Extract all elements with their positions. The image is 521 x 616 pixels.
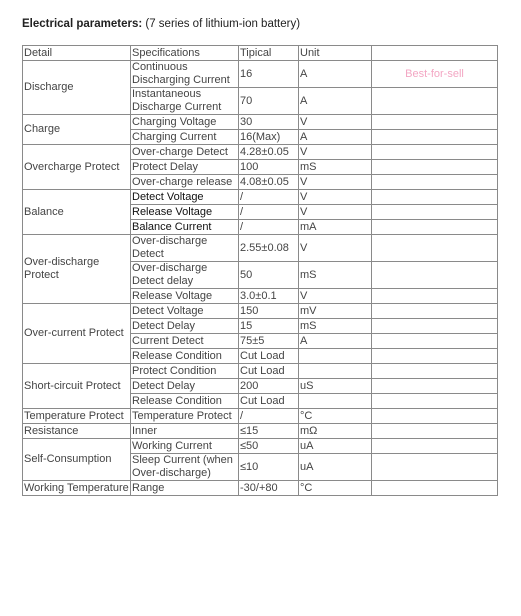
spec-cell: Balance Current xyxy=(131,220,239,235)
header-spec: Specifications xyxy=(131,46,239,61)
unit-cell: V xyxy=(299,145,372,160)
spec-cell: Instantaneous Discharge Current xyxy=(131,88,239,115)
unit-cell: mA xyxy=(299,220,372,235)
typ-cell: 4.28±0.05 xyxy=(239,145,299,160)
typ-cell: 30 xyxy=(239,115,299,130)
group-label: Charge xyxy=(23,115,131,145)
spec-cell: Release Voltage xyxy=(131,205,239,220)
extra-cell xyxy=(372,175,498,190)
unit-cell: °C xyxy=(299,409,372,424)
unit-cell: A xyxy=(299,334,372,349)
extra-cell xyxy=(372,409,498,424)
unit-cell: V xyxy=(299,190,372,205)
spec-cell: Current Detect xyxy=(131,334,239,349)
extra-cell xyxy=(372,439,498,454)
table-row xyxy=(23,304,498,319)
spec-cell: Charging Current xyxy=(131,130,239,145)
typ-cell: 150 xyxy=(239,304,299,319)
title-bold: Electrical parameters: xyxy=(22,18,143,30)
spec-cell: Over-discharge Detect xyxy=(131,235,239,262)
extra-cell xyxy=(372,235,498,262)
watermark-text: Best-for-sell xyxy=(372,61,498,88)
spec-cell: Protect Condition xyxy=(131,364,239,379)
typ-cell: / xyxy=(239,205,299,220)
extra-cell xyxy=(372,364,498,379)
extra-cell xyxy=(372,334,498,349)
spec-cell: Detect Delay xyxy=(131,319,239,334)
unit-cell: V xyxy=(299,289,372,304)
spec-cell: Temperature Protect xyxy=(131,409,239,424)
typ-cell: / xyxy=(239,190,299,205)
table-row xyxy=(23,409,498,424)
table-row xyxy=(23,439,498,454)
group-label: Discharge xyxy=(23,61,131,115)
group-label: Over-discharge Protect xyxy=(23,235,131,304)
typ-cell: 70 xyxy=(239,88,299,115)
extra-cell xyxy=(372,160,498,175)
typ-cell: 3.0±0.1 xyxy=(239,289,299,304)
header-extra xyxy=(372,46,498,61)
group-label: Working Temperature xyxy=(24,481,129,494)
spec-cell: Release Condition xyxy=(131,394,239,409)
table-row xyxy=(23,61,498,88)
table-row xyxy=(23,481,498,496)
extra-cell xyxy=(372,145,498,160)
typ-cell: ≤50 xyxy=(239,439,299,454)
table-row xyxy=(23,145,498,160)
group-label: Resistance xyxy=(23,424,131,439)
unit-cell xyxy=(299,349,372,364)
typ-cell: 50 xyxy=(239,262,299,289)
spec-cell: Continuous Discharging Current xyxy=(131,61,239,88)
table-row xyxy=(23,235,498,262)
unit-cell: mΩ xyxy=(299,424,372,439)
header-unit: Unit xyxy=(299,46,372,61)
unit-cell: uA xyxy=(299,454,372,481)
extra-cell xyxy=(372,379,498,394)
unit-cell: mS xyxy=(299,262,372,289)
unit-cell: V xyxy=(299,235,372,262)
table-row xyxy=(23,364,498,379)
typ-cell: 16(Max) xyxy=(239,130,299,145)
extra-cell xyxy=(372,394,498,409)
spec-cell: Charging Voltage xyxy=(131,115,239,130)
spec-cell: Working Current xyxy=(131,439,239,454)
unit-cell: °C xyxy=(299,481,372,496)
unit-cell: V xyxy=(299,175,372,190)
table-row xyxy=(23,115,498,130)
table-header-row xyxy=(23,46,498,61)
typ-cell: 15 xyxy=(239,319,299,334)
group-label: Over-current Protect xyxy=(23,304,131,364)
unit-cell: uS xyxy=(299,379,372,394)
spec-cell: Over-charge release xyxy=(131,175,239,190)
group-label: Self-Consumption xyxy=(23,439,131,481)
extra-cell xyxy=(372,88,498,115)
typ-cell: Cut Load xyxy=(239,394,299,409)
extra-cell xyxy=(372,424,498,439)
extra-cell xyxy=(372,454,498,481)
extra-cell xyxy=(372,262,498,289)
typ-cell: ≤15 xyxy=(239,424,299,439)
typ-cell: -30/+80 xyxy=(239,481,299,496)
typ-cell: 75±5 xyxy=(239,334,299,349)
extra-cell xyxy=(372,349,498,364)
typ-cell: / xyxy=(239,220,299,235)
unit-cell: mS xyxy=(299,319,372,334)
unit-cell: A xyxy=(299,88,372,115)
spec-cell: Inner xyxy=(131,424,239,439)
page-title xyxy=(22,18,300,30)
spec-cell: Over-discharge Detect delay xyxy=(131,262,239,289)
typ-cell: Cut Load xyxy=(239,364,299,379)
extra-cell xyxy=(372,190,498,205)
extra-cell xyxy=(372,289,498,304)
extra-cell xyxy=(372,481,498,496)
spec-cell: Detect Voltage xyxy=(131,190,239,205)
unit-cell: mV xyxy=(299,304,372,319)
title-rest: (7 series of lithium-ion battery) xyxy=(142,18,301,30)
spec-cell: Detect Voltage xyxy=(131,304,239,319)
parameters-table xyxy=(22,45,498,496)
spec-cell: Release Condition xyxy=(131,349,239,364)
spec-cell: Detect Delay xyxy=(131,379,239,394)
table-row xyxy=(23,190,498,205)
unit-cell: V xyxy=(299,205,372,220)
unit-cell xyxy=(299,364,372,379)
table-row xyxy=(23,424,498,439)
unit-cell: A xyxy=(299,61,372,88)
unit-cell: mS xyxy=(299,160,372,175)
spec-cell: Sleep Current (when Over-discharge) xyxy=(131,454,239,481)
spec-cell: Over-charge Detect xyxy=(131,145,239,160)
extra-cell xyxy=(372,115,498,130)
group-label: Overcharge Protect xyxy=(23,145,131,190)
typ-cell: 2.55±0.08 xyxy=(239,235,299,262)
spec-cell: Protect Delay xyxy=(131,160,239,175)
typ-cell: 16 xyxy=(239,61,299,88)
extra-cell xyxy=(372,205,498,220)
extra-cell xyxy=(372,220,498,235)
header-typical: Tipical xyxy=(239,46,299,61)
typ-cell: 4.08±0.05 xyxy=(239,175,299,190)
typ-cell: ≤10 xyxy=(239,454,299,481)
spec-cell: Release Voltage xyxy=(131,289,239,304)
unit-cell: V xyxy=(299,115,372,130)
typ-cell: Cut Load xyxy=(239,349,299,364)
typ-cell: 200 xyxy=(239,379,299,394)
unit-cell: uA xyxy=(299,439,372,454)
spec-cell: Range xyxy=(131,481,239,496)
header-detail: Detail xyxy=(23,46,131,61)
extra-cell xyxy=(372,304,498,319)
group-label: Short-circuit Protect xyxy=(23,364,131,409)
group-label: Balance xyxy=(23,190,131,235)
extra-cell xyxy=(372,130,498,145)
typ-cell: 100 xyxy=(239,160,299,175)
group-label: Temperature Protect xyxy=(23,409,131,424)
extra-cell xyxy=(372,319,498,334)
unit-cell xyxy=(299,394,372,409)
unit-cell: A xyxy=(299,130,372,145)
typ-cell: / xyxy=(239,409,299,424)
